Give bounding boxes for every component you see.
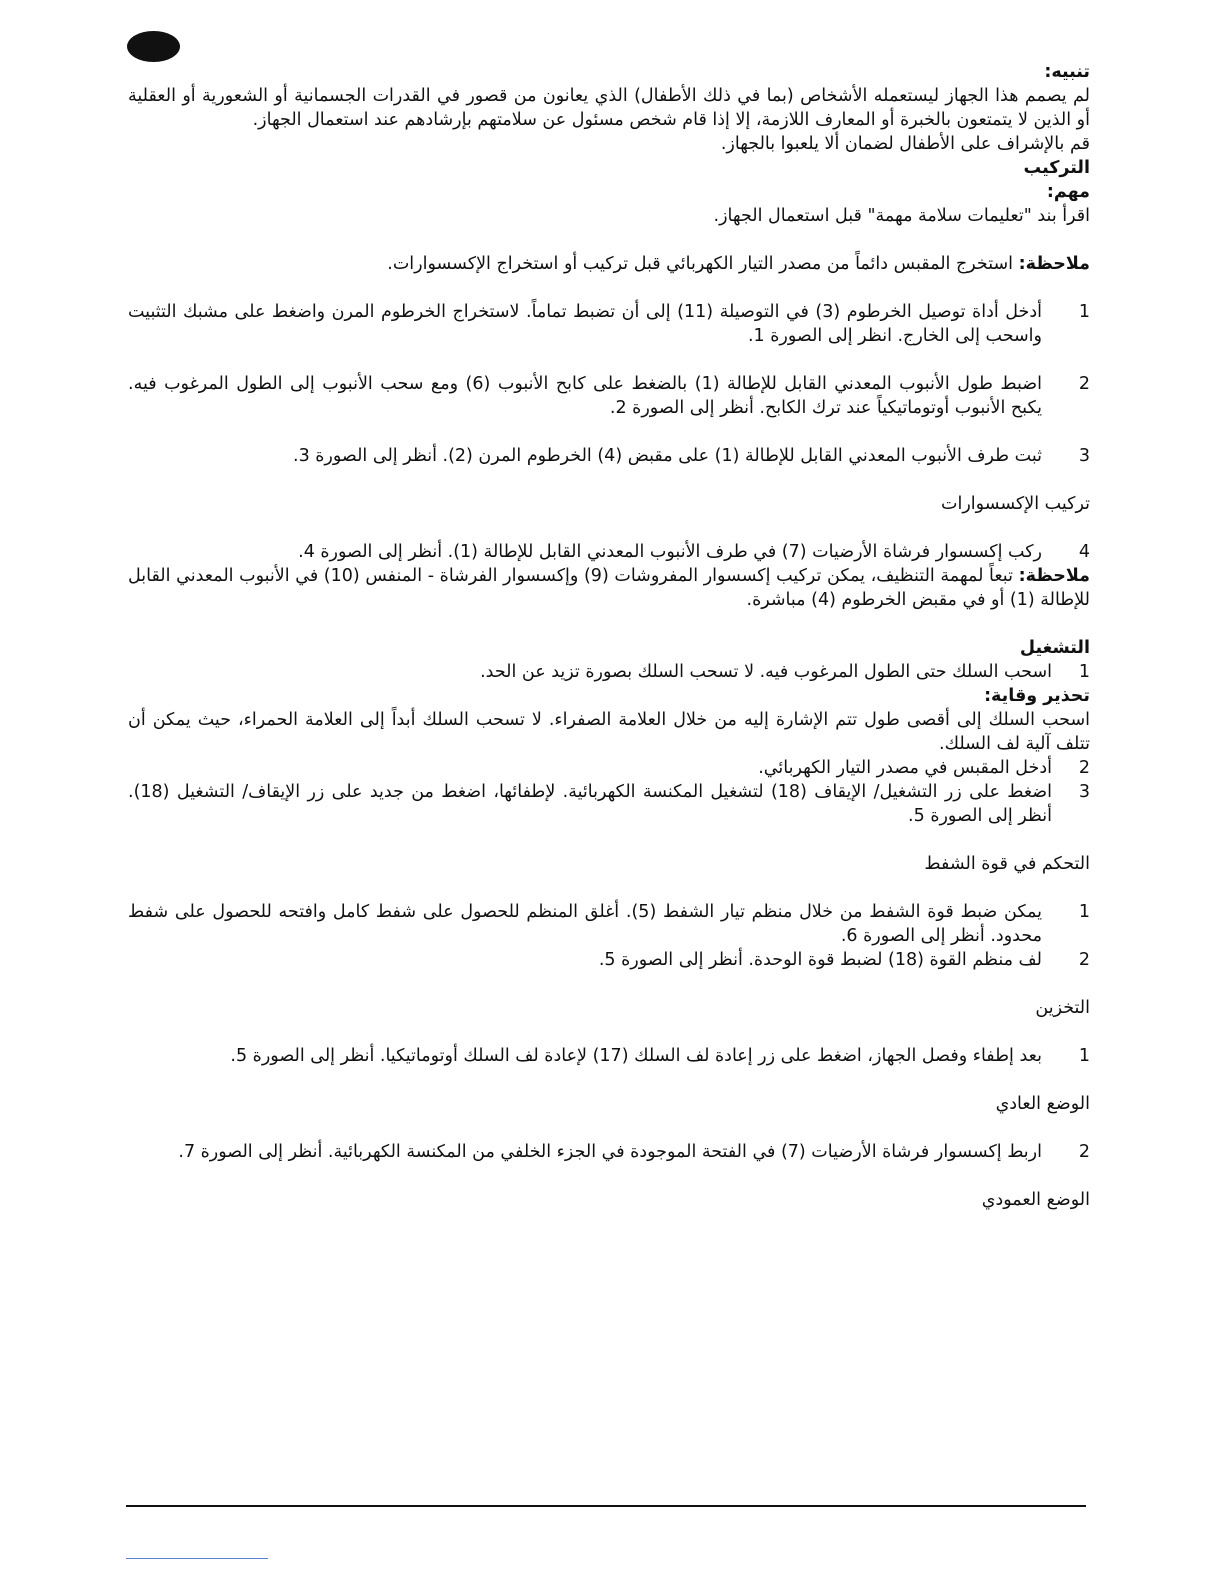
list-item <box>128 1140 1090 1164</box>
step-number: 2 <box>1078 1142 1090 1162</box>
step-text: بعد إطفاء وفصل الجهاز، اضغط على زر إعادة لف السلك (17) لإعادة لف السلك أوتوماتيكيا. أنظر إلى الصورة 5. <box>230 1046 1042 1066</box>
warning-paragraph: لم يصمم هذا الجهاز ليستعمله الأشخاص (بما في ذلك الأطفال) الذي يعانون من قصور في القدرات الجسمانية أو الشعورية أو العقلية أو الذين لا يتمتعون بالخبرة أو المعارف اللازمة، إلا إذا قام شخص مسئول عن سلامتهم بإرشادهم عند استعمال الجهاز. <box>128 86 1090 130</box>
footer-link-line <box>126 1558 268 1559</box>
step-text: اضبط طول الأنبوب المعدني القابل للإطالة (1) بالضغط على كابح الأنبوب (6) ومع سحب الأنبوب إلى الطول المرغوب فيه. يكبح الأنبوب أوتوماتيكياً عند ترك الكابح. أنظر إلى الصورة 2. <box>128 374 1042 418</box>
step-text: ثبت طرف الأنبوب المعدني القابل للإطالة (1) على مقبض (4) الخرطوم المرن (2). أنظر إلى الصورة 3. <box>292 446 1042 466</box>
warning-children-paragraph: قم بالإشراف على الأطفال لضمان ألا يلعبوا بالجهاز. <box>720 134 1090 154</box>
important-text: اقرأ بند "تعليمات سلامة مهمة" قبل استعمال الجهاز. <box>713 206 1090 226</box>
list-item <box>128 900 1090 948</box>
caution-title: تحذير وقاية: <box>984 686 1090 706</box>
list-item <box>128 444 1090 468</box>
document-body <box>128 60 1090 1212</box>
step-text: ركب إكسسوار فرشاة الأرضيات (7) في طرف الأنبوب المعدني القابل للإطالة (1). أنظر إلى الصورة 4. <box>298 542 1042 562</box>
caution-text: اسحب السلك إلى أقصى طول تتم الإشارة إليه من خلال العلامة الصفراء. لا تسحب السلك أبداً إلى العلامة الحمراء، حيث يمكن أن تتلف آلية لف السلك. <box>128 710 1090 754</box>
list-item <box>128 780 1090 828</box>
note-text: استخرج المقبس دائماً من مصدر التيار الكهربائي قبل تركيب أو استخراج الإكسسوارات. <box>387 254 1014 274</box>
step-text: أدخل المقبس في مصدر التيار الكهربائي. <box>758 758 1052 778</box>
vertical-position-title: الوضع العمودي <box>981 1190 1090 1210</box>
step-text: اربط إكسسوار فرشاة الأرضيات (7) في الفتحة الموجودة في الجزء الخلفي من المكنسة الكهربائية. أنظر إلى الصورة 7. <box>178 1142 1042 1162</box>
list-item <box>128 756 1090 780</box>
note-label: ملاحظة: <box>1018 254 1090 274</box>
list-item <box>128 372 1090 420</box>
footer-divider <box>126 1505 1086 1507</box>
step-number: 1 <box>1078 1046 1090 1066</box>
step-number: 1 <box>1078 902 1090 922</box>
list-item <box>128 660 1090 684</box>
step-number: 1 <box>1078 662 1090 682</box>
step-number: 2 <box>1078 950 1090 970</box>
step-text: اسحب السلك حتى الطول المرغوب فيه. لا تسحب السلك بصورة تزيد عن الحد. <box>480 662 1052 682</box>
step-number: 2 <box>1078 758 1090 778</box>
accessories-note <box>128 564 1090 612</box>
step-number: 3 <box>1078 782 1090 802</box>
list-item <box>128 1044 1090 1068</box>
step-text: اضغط على زر التشغيل/ الإيقاف (18) لتشغيل المكنسة الكهربائية. لإطفائها، اضغط من جديد على زر الإيقاف/ التشغيل (18). أنظر إلى الصورة 5. <box>128 782 1052 826</box>
list-item <box>128 948 1090 972</box>
step-number: 3 <box>1078 446 1090 466</box>
normal-position-title: الوضع العادي <box>995 1094 1090 1114</box>
step-text: يمكن ضبط قوة الشفط من خلال منظم تيار الشفط (5). أغلق المنظم للحصول على شفط كامل وافتحه للحصول على شفط محدود. أنظر إلى الصورة 6. <box>128 902 1042 946</box>
step-number: 1 <box>1078 302 1090 322</box>
step-number: 2 <box>1078 374 1090 394</box>
assembly-title: التركيب <box>1023 158 1090 178</box>
accessories-title: تركيب الإكسسوارات <box>941 494 1090 514</box>
step-text: لف منظم القوة (18) لضبط قوة الوحدة. أنظر إلى الصورة 5. <box>598 950 1042 970</box>
note-text: تبعاً لمهمة التنظيف، يمكن تركيب إكسسوار المفروشات (9) وإكسسوار الفرشاة - المنفس (10) في الأنبوب المعدني القابل للإطالة (1) أو في مقبض الخرطوم (4) مباشرة. <box>128 566 1090 610</box>
language-badge <box>127 31 180 62</box>
operation-title: التشغيل <box>1019 638 1090 658</box>
step-text: أدخل أداة توصيل الخرطوم (3) في التوصيلة (11) إلى أن تضبط تماماً. لاستخراج الخرطوم المرن واضغط على مشبك التثبيت واسحب إلى الخارج. انظر إلى الصورة 1. <box>128 302 1042 346</box>
assembly-note <box>128 252 1090 276</box>
list-item <box>128 540 1090 564</box>
suction-title: التحكم في قوة الشفط <box>924 854 1090 874</box>
warning-title: تنبيه: <box>1044 62 1090 82</box>
note-label: ملاحظة: <box>1018 566 1090 586</box>
storage-title: التخزين <box>1035 998 1090 1018</box>
step-number: 4 <box>1078 542 1090 562</box>
list-item <box>128 300 1090 348</box>
important-label: مهم: <box>1046 182 1090 202</box>
